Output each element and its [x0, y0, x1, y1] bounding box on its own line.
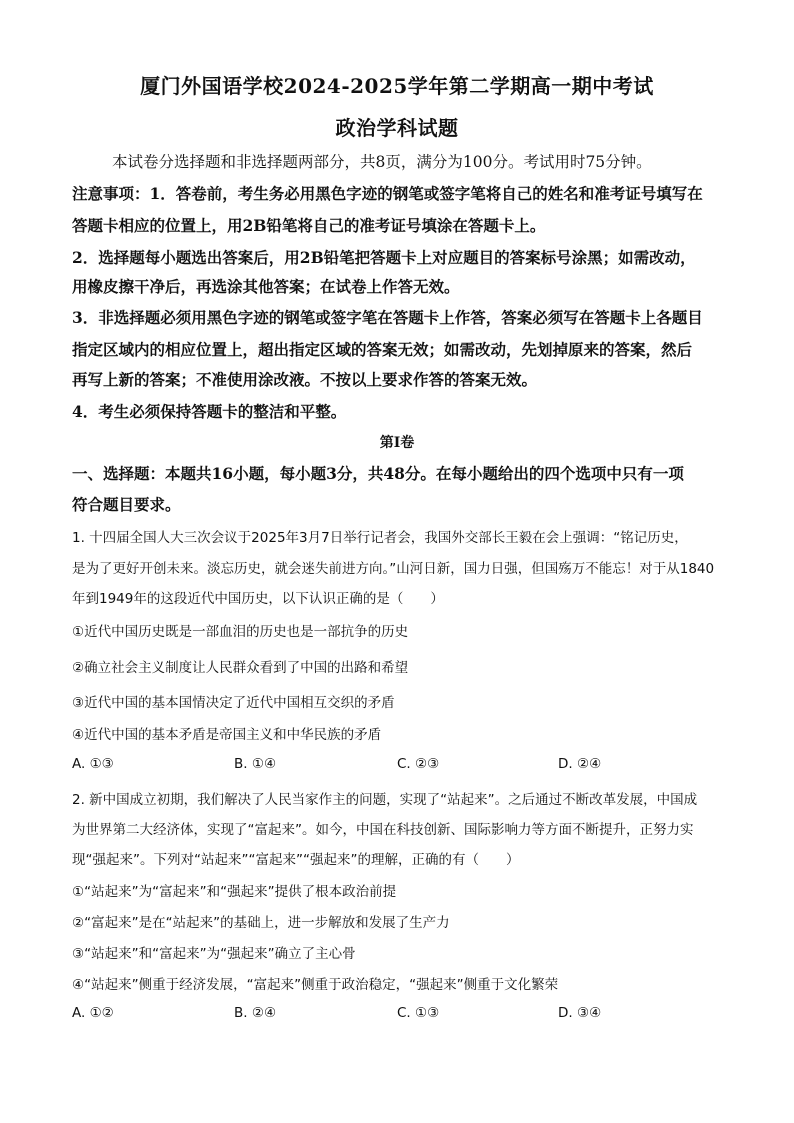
question-1-statement: ③近代中国的基本国情决定了近代中国相互交织的矛盾 — [72, 695, 395, 711]
question-1-stem: 是为了更好开创未来。淡忘历史，就会迷失前进方向。”山河日新，国力日强，但国殇万不能忘！对于从1840 — [72, 561, 715, 577]
exam-title: 厦门外国语学校2024-2025学年第二学期高一期中考试 — [140, 74, 654, 98]
note-line: 再写上新的答案；不准使用涂改液。不按以上要求作答的答案无效。 — [72, 370, 538, 389]
note-line: 2．选择题每小题选出答案后，用2B铅笔把答题卡上对应题目的答案标号涂黑；如需改动， — [72, 248, 696, 267]
question-1-statement: ①近代中国历史既是一部血泪的历史也是一部抗争的历史 — [72, 624, 409, 640]
question-1-option-d: D. ②④ — [558, 756, 602, 772]
note-line: 4．考生必须保持答题卡的整洁和平整。 — [72, 402, 347, 421]
section-heading: 第Ⅰ卷 — [379, 435, 415, 451]
question-2-stem: 2. 新中国成立初期，我们解决了人民当家作主的问题，实现了“站起来”。之后通过不断改革发展，中国成 — [72, 792, 698, 808]
question-2-stem: 为世界第二大经济体，实现了“富起来”。如今，中国在科技创新、国际影响力等方面不断提升，正努力实 — [72, 822, 694, 838]
note-line: 3．非选择题必须用黑色字迹的钢笔或签字笔在答题卡上作答，答案必须写在答题卡上各题目 — [72, 308, 703, 327]
question-2-statement: ④“站起来”侧重于经济发展，“富起来”侧重于政治稳定，“强起来”侧重于文化繁荣 — [72, 977, 559, 993]
question-2-statement: ②“富起来”是在“站起来”的基础上，进一步解放和发展了生产力 — [72, 915, 450, 931]
question-1-stem: 1. 十四届全国人大三次会议于2025年3月7日举行记者会，我国外交部长王毅在会上强调：“铭记历史， — [72, 530, 688, 546]
question-2-statement: ①“站起来”为“富起来”和“强起来”提供了根本政治前提 — [72, 884, 397, 900]
question-2-option-c: C. ①③ — [397, 1005, 440, 1021]
question-2-option-b: B. ②④ — [234, 1005, 277, 1021]
question-1-statement: ②确立社会主义制度让人民群众看到了中国的出路和希望 — [72, 660, 409, 676]
question-2-statement: ③“站起来”和“富起来”为“强起来”确立了主心骨 — [72, 946, 356, 962]
question-2-option-a: A. ①② — [72, 1005, 114, 1021]
question-1-option-b: B. ①④ — [234, 756, 277, 772]
question-1-option-c: C. ②③ — [397, 756, 440, 772]
exam-subtitle: 政治学科试题 — [335, 116, 459, 140]
section-instructions: 符合题目要求。 — [72, 495, 181, 514]
section-instructions: 一、选择题：本题共16小题，每小题3分，共48分。在每小题给出的四个选项中只有一项 — [72, 464, 684, 483]
question-1-stem: 年到1949年的这段近代中国历史，以下认识正确的是（ ） — [72, 591, 444, 607]
question-1-option-a: A. ①③ — [72, 756, 114, 772]
question-2-option-d: D. ③④ — [558, 1005, 602, 1021]
note-line: 指定区域内的相应位置上，超出指定区域的答案无效；如需改动，先划掉原来的答案，然后 — [72, 340, 693, 359]
question-1-statement: ④近代中国的基本矛盾是帝国主义和中华民族的矛盾 — [72, 727, 382, 743]
question-2-stem: 现“强起来”。下列对“站起来”“富起来”“强起来”的理解，正确的有（ ） — [72, 852, 520, 868]
intro-text: 本试卷分选择题和非选择题两部分，共8页，满分为100分。考试用时75分钟。 — [112, 153, 652, 171]
note-line: 用橡皮擦干净后，再选涂其他答案；在试卷上作答无效。 — [72, 277, 460, 296]
note-line: 注意事项：1．答卷前，考生务必用黑色字迹的钢笔或签字笔将自己的姓名和准考证号填写在 — [72, 184, 703, 203]
note-line: 答题卡相应的位置上，用2B铅笔将自己的准考证号填涂在答题卡上。 — [72, 216, 546, 235]
